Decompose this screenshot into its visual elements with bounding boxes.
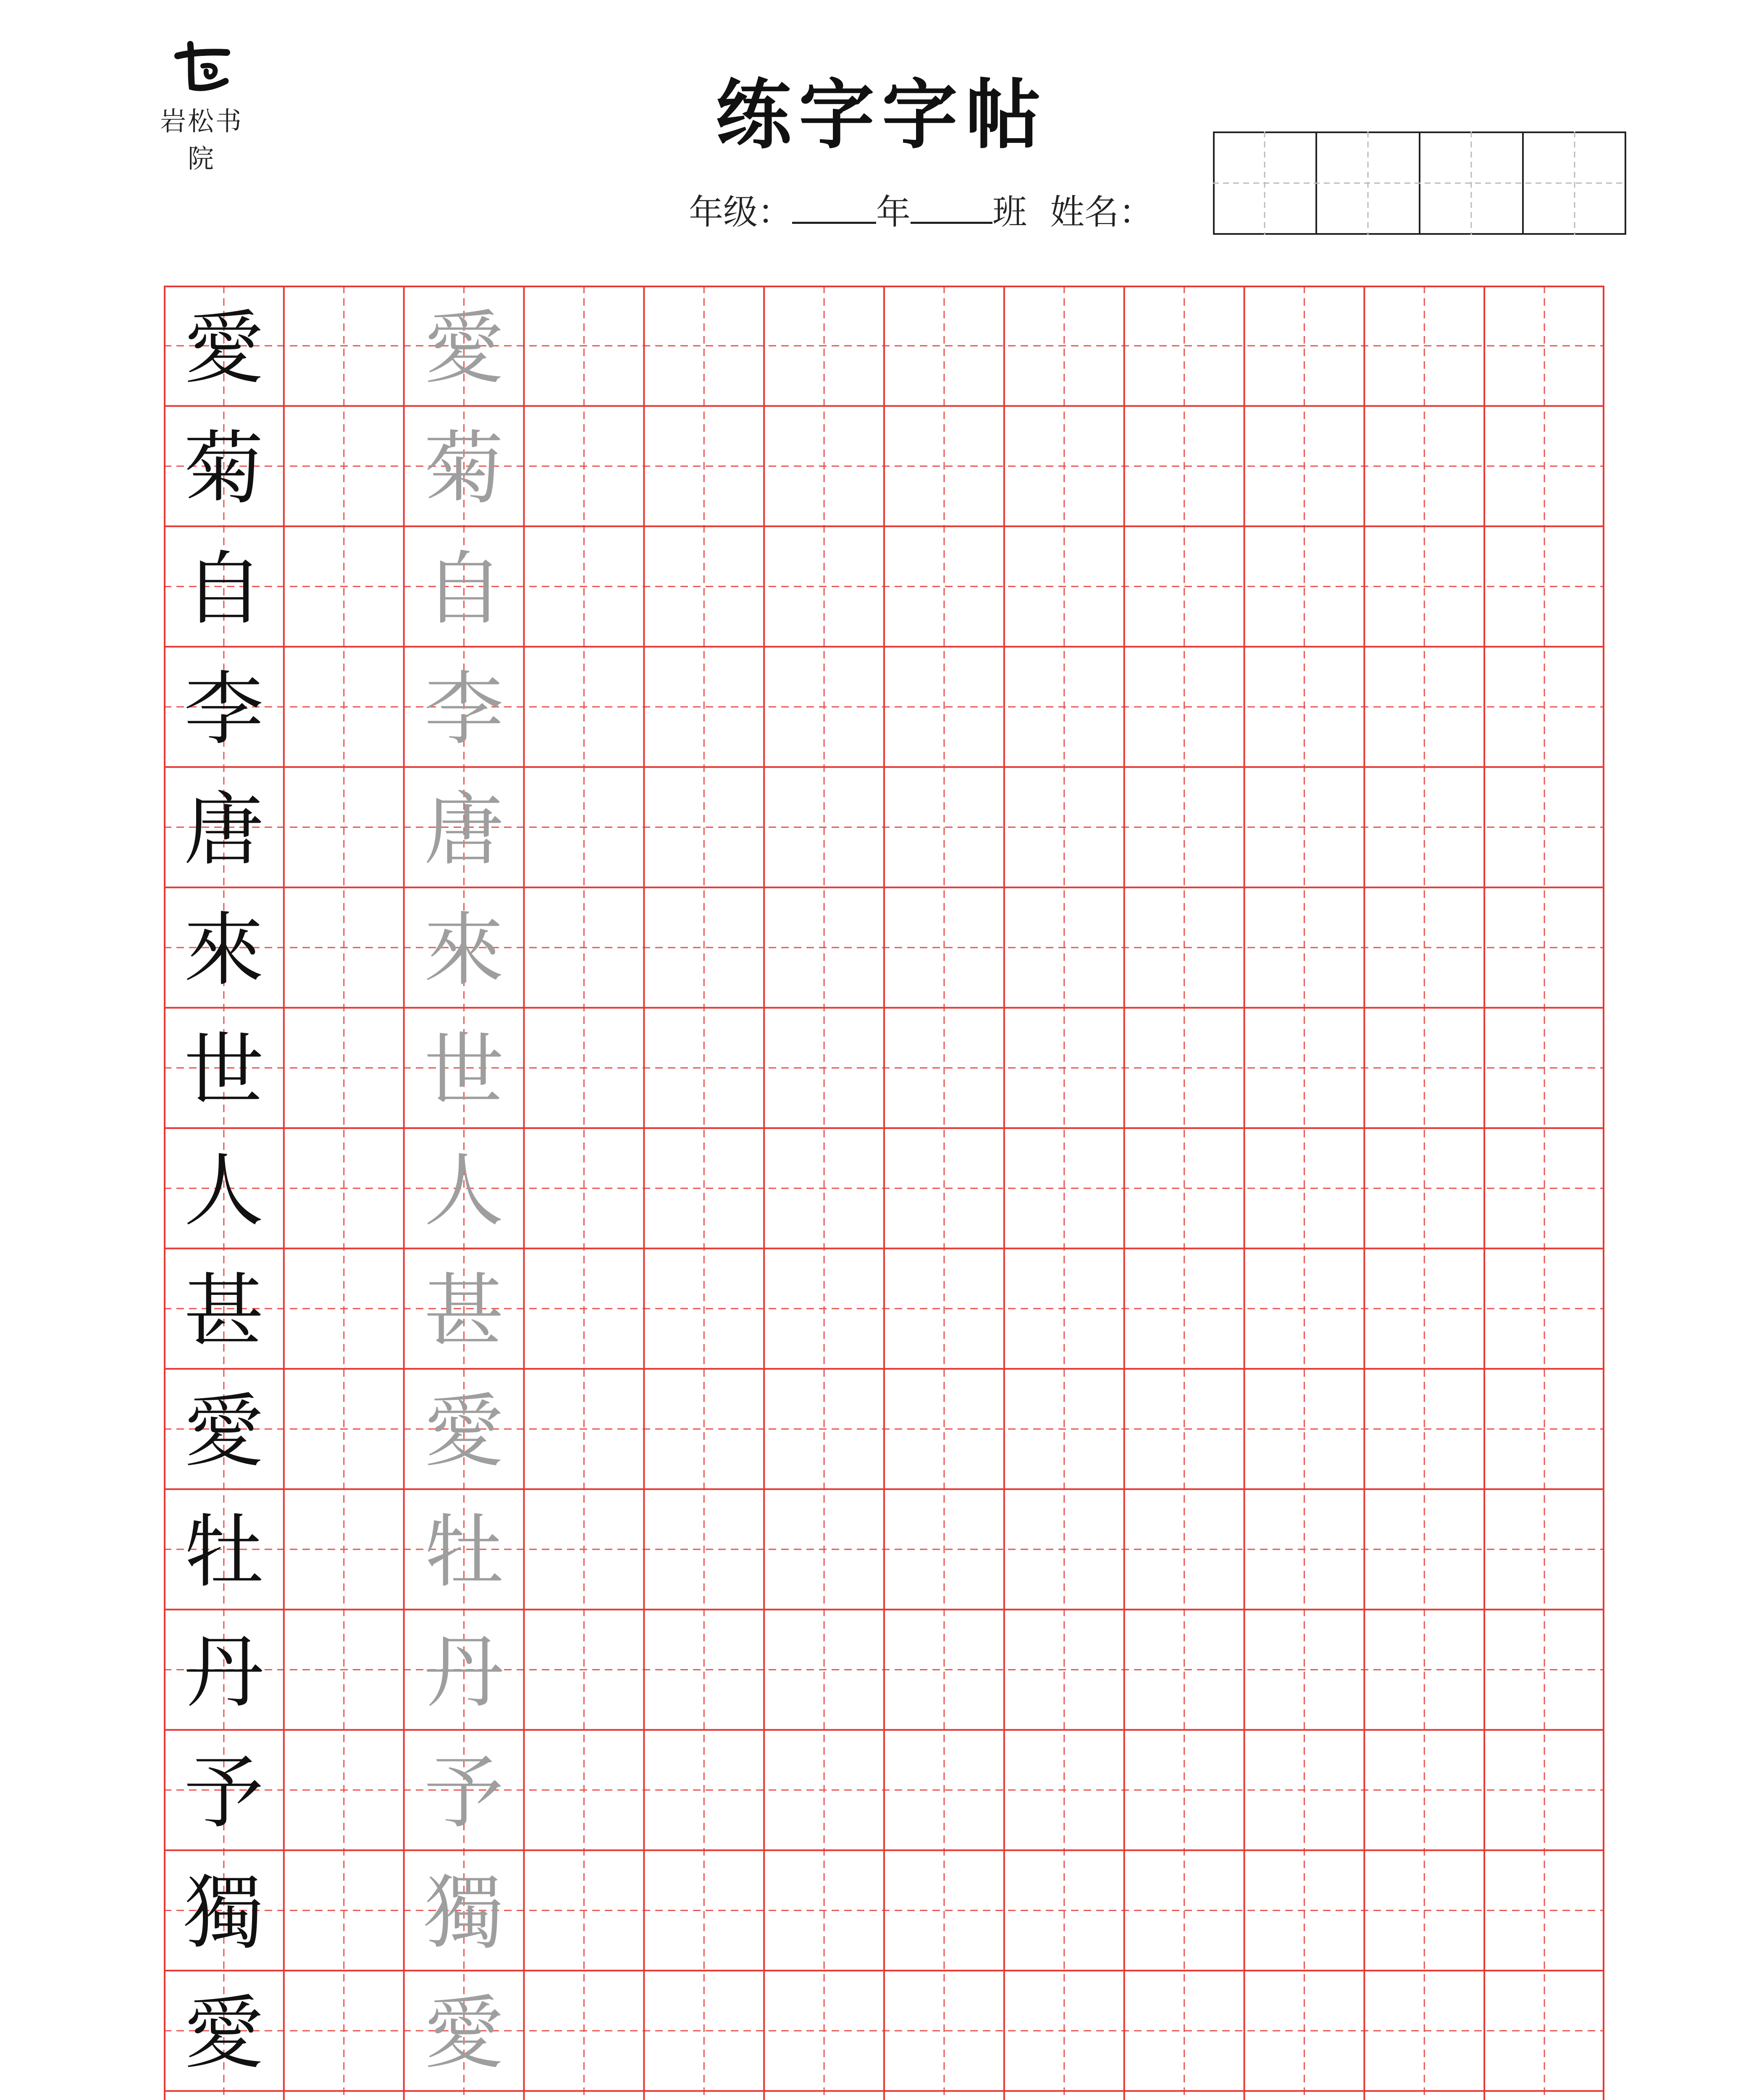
trace-char: 愛 — [424, 1987, 504, 2080]
model-char: 人 — [184, 1144, 264, 1237]
grade-blank[interactable] — [792, 213, 876, 224]
model-char: 愛 — [184, 302, 264, 395]
trace-char: 人 — [424, 1144, 504, 1237]
model-char: 甚 — [184, 1265, 264, 1358]
trace-char: 獨 — [424, 1866, 504, 1960]
model-char: 獨 — [184, 1866, 264, 1960]
trace-char: 來 — [424, 903, 504, 997]
model-char: 丹 — [184, 1625, 264, 1719]
name-label: 姓名： — [1050, 192, 1154, 232]
model-char: 自 — [184, 542, 264, 635]
trace-char: 菊 — [424, 422, 504, 515]
model-char: 予 — [184, 1746, 264, 1839]
trace-char: 丹 — [424, 1625, 504, 1719]
trace-char: 世 — [424, 1024, 504, 1117]
school-logo — [147, 40, 256, 175]
name-boxes[interactable] — [1213, 131, 1626, 235]
trace-char: 唐 — [424, 783, 504, 877]
student-info-row — [689, 185, 1153, 234]
model-char: 來 — [184, 903, 264, 997]
model-char: 唐 — [184, 783, 264, 877]
brush-logo-icon — [170, 40, 233, 94]
page-title: 练字字帖 — [715, 71, 1048, 159]
trace-char: 李 — [424, 663, 504, 756]
grade-label: 年级： — [689, 192, 793, 232]
trace-char: 予 — [424, 1746, 504, 1839]
model-char: 李 — [184, 663, 264, 756]
trace-char: 愛 — [424, 1385, 504, 1478]
model-char: 菊 — [184, 422, 264, 515]
trace-char: 愛 — [424, 302, 504, 395]
practice-grid — [164, 286, 1604, 2100]
class-blank[interactable] — [911, 213, 992, 224]
logo-text: 岩松书院 — [160, 106, 243, 174]
trace-char: 牡 — [424, 1505, 504, 1599]
trace-char: 自 — [424, 542, 504, 635]
year-label: 年 — [876, 192, 911, 232]
model-char: 愛 — [184, 1385, 264, 1478]
class-label: 班 — [992, 192, 1027, 232]
model-char: 世 — [184, 1024, 264, 1117]
model-char: 愛 — [184, 1987, 264, 2080]
trace-char: 甚 — [424, 1265, 504, 1358]
model-char: 牡 — [184, 1505, 264, 1599]
